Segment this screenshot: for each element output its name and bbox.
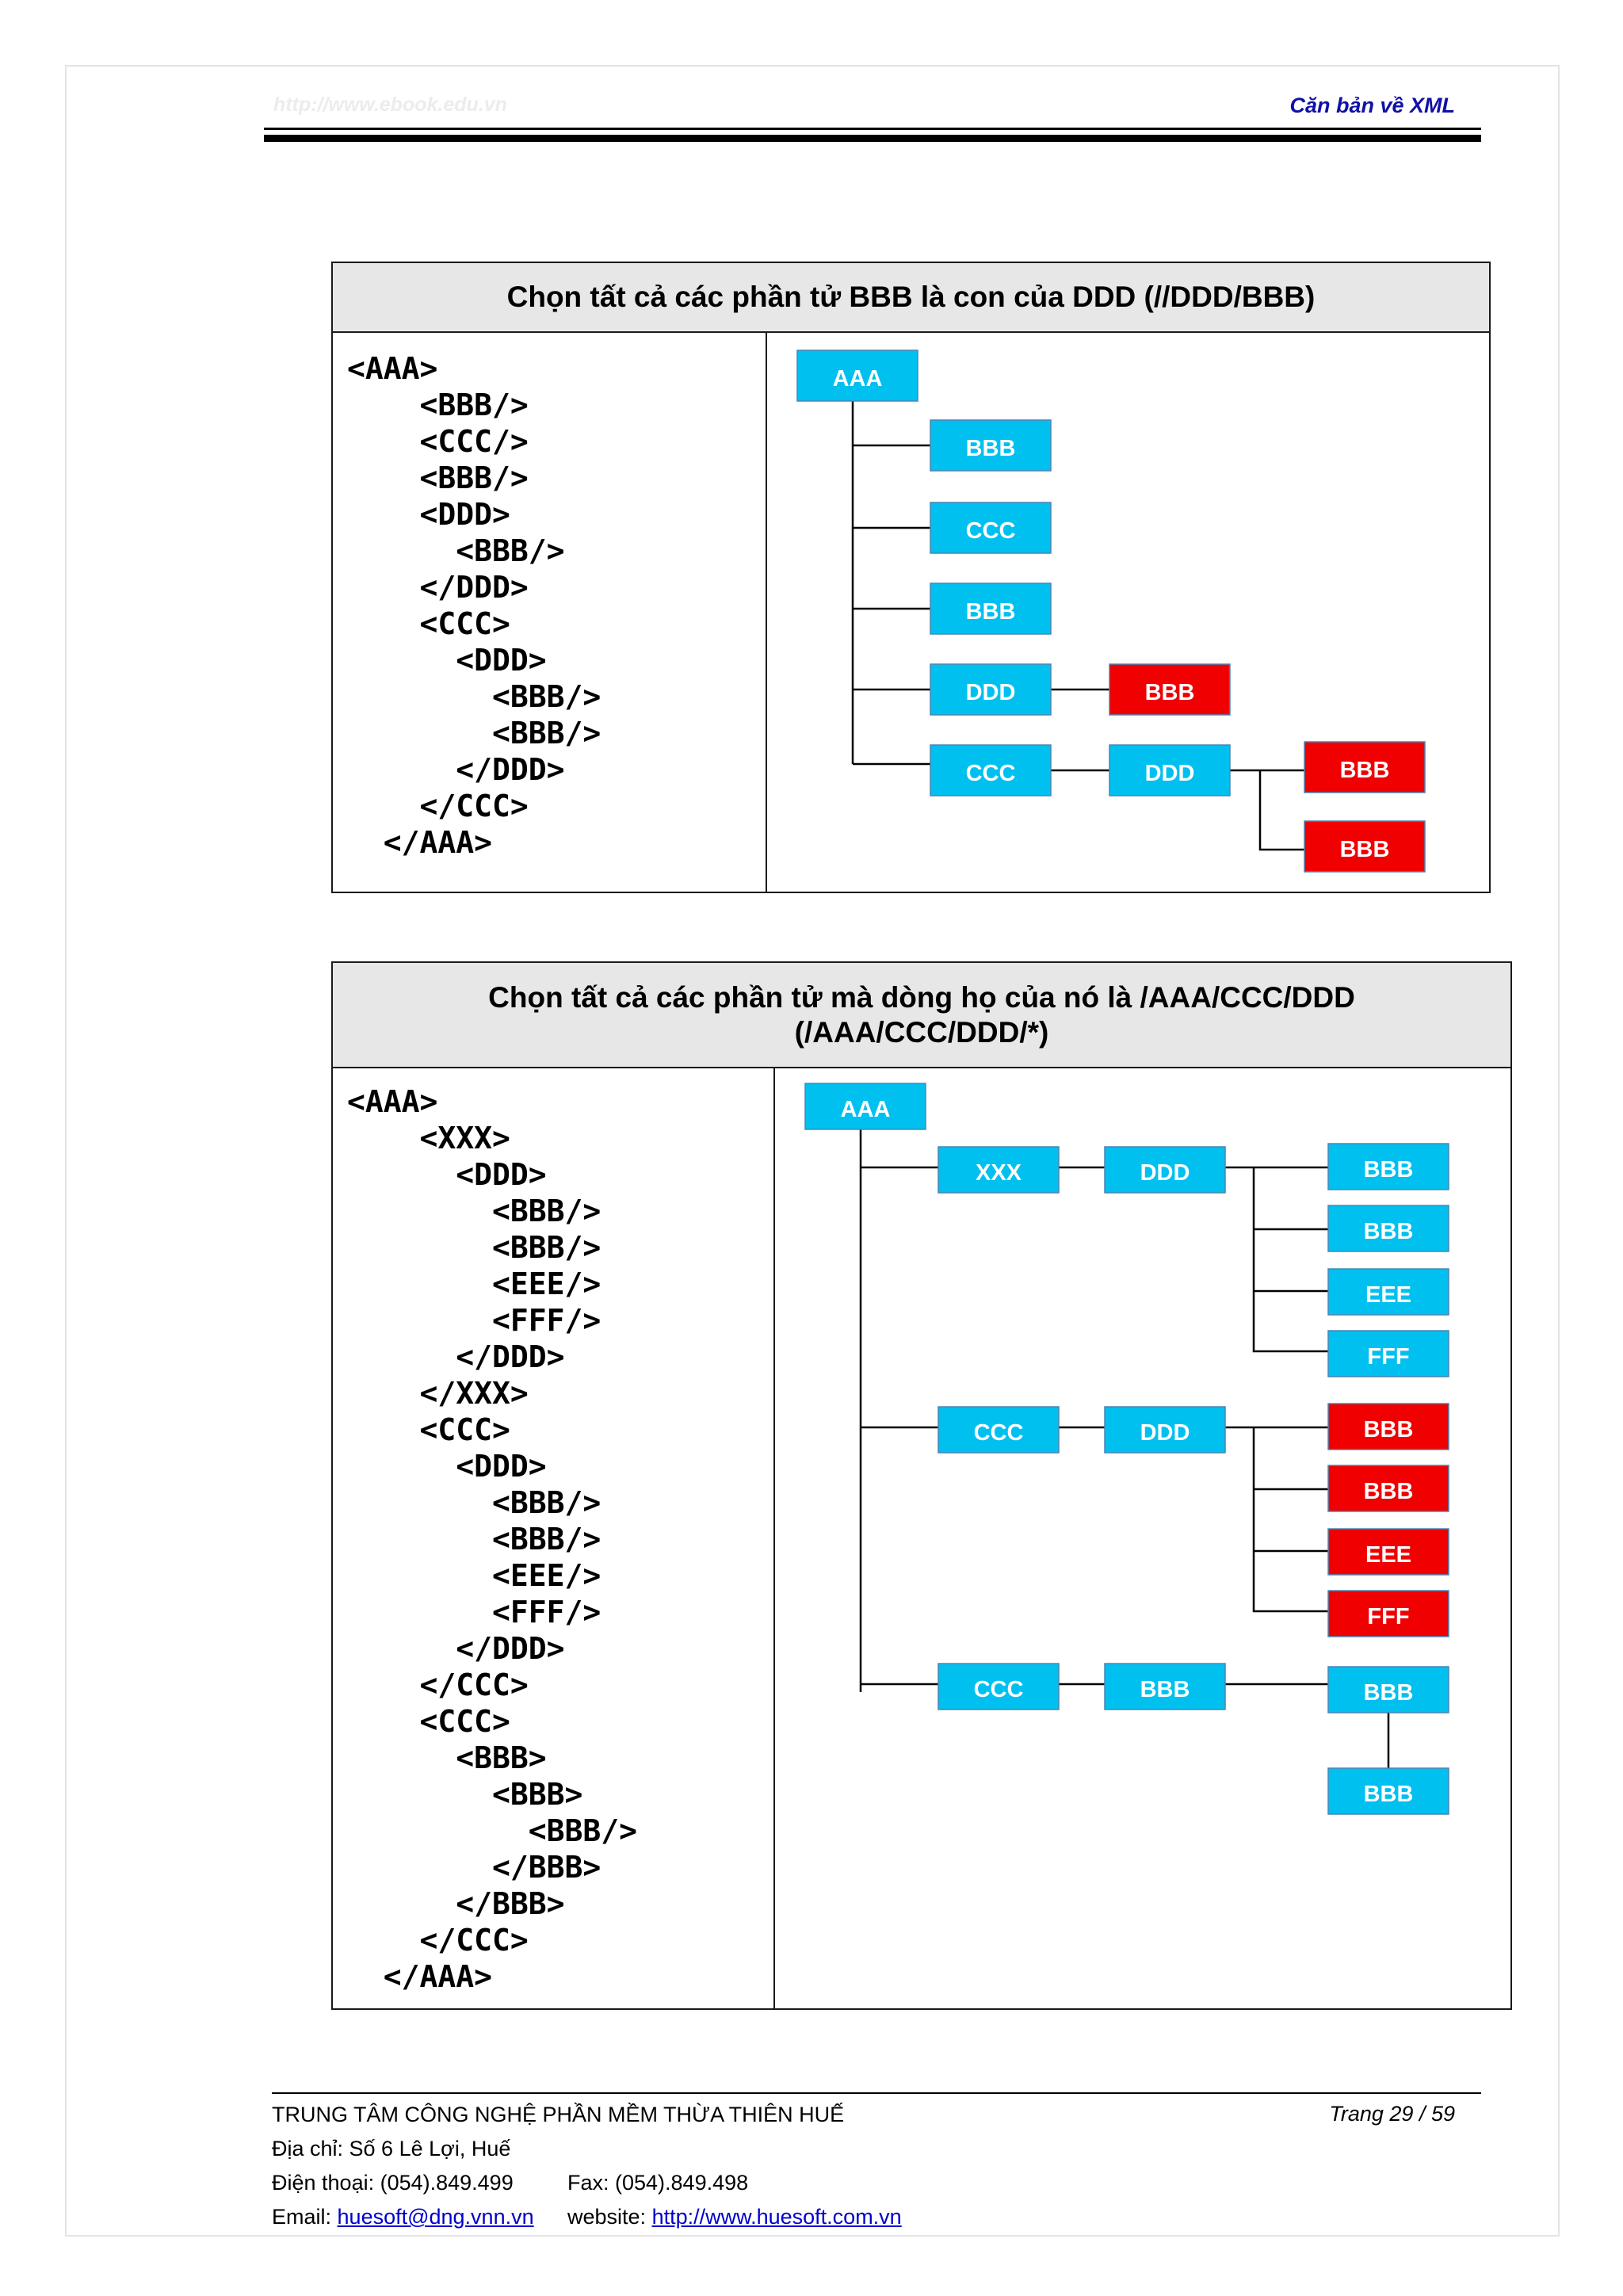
tree-node-ccc (938, 1407, 1059, 1453)
code-line: <FFF/> (347, 1595, 601, 1629)
tree-node-fff-selected (1328, 1591, 1449, 1637)
code-line: </DDD> (347, 570, 529, 605)
header-title: Căn bản về XML (1289, 94, 1455, 117)
svg-text:BBB: BBB (1363, 1782, 1414, 1807)
code-line: </DDD> (347, 1631, 565, 1666)
tree-node-ddd (930, 664, 1051, 715)
tree-node-ddd (1105, 1147, 1225, 1193)
tree-node-bbb-selected (1304, 821, 1425, 872)
example-1-title: Chọn tất cả các phần tử BBB là con của DDD (//DDD/BBB) (333, 263, 1489, 333)
code-line: <XXX> (347, 1121, 510, 1156)
svg-text:FFF: FFF (1367, 1344, 1410, 1370)
example-1-tree (333, 263, 1490, 893)
footer-fax: Fax: (054).849.498 (567, 2171, 749, 2195)
code-line: <BBB/> (347, 1813, 638, 1848)
code-line: </AAA> (347, 825, 493, 860)
code-line: <CCC> (347, 1412, 510, 1447)
tree-node-eee (1328, 1269, 1449, 1315)
code-line: <BBB/> (347, 1522, 601, 1557)
code-line: <AAA> (347, 1084, 438, 1119)
code-line: </CCC> (347, 1668, 529, 1702)
tree-node-bbb-selected (1304, 742, 1425, 793)
svg-text:BBB: BBB (965, 436, 1016, 461)
svg-text:DDD: DDD (1140, 1160, 1190, 1186)
tree-node-eee-selected (1328, 1529, 1449, 1575)
svg-text:BBB: BBB (1339, 837, 1390, 862)
code-line: <BBB/> (347, 1485, 601, 1520)
code-line: <BBB/> (347, 533, 565, 568)
code-line: <BBB> (347, 1777, 583, 1812)
footer-email: Email: huesoft@dng.vnn.vn (272, 2205, 534, 2229)
header-rule (264, 128, 1481, 130)
example-2-tree (333, 963, 1512, 2009)
code-line: </DDD> (347, 752, 565, 787)
svg-text:BBB: BBB (1363, 1219, 1414, 1244)
tree-node-bbb (1328, 1667, 1449, 1713)
svg-text:CCC: CCC (973, 1677, 1024, 1702)
tree-node-ddd (1109, 745, 1230, 796)
tree-node-xxx (938, 1147, 1059, 1193)
code-line: <DDD> (347, 497, 510, 532)
code-line: </DDD> (347, 1339, 565, 1374)
tree-node-bbb (1328, 1144, 1449, 1190)
svg-text:BBB: BBB (1144, 680, 1195, 705)
code-line: <DDD> (347, 1449, 547, 1484)
code-line: </CCC> (347, 1923, 529, 1958)
svg-text:DDD: DDD (965, 680, 1016, 705)
svg-text:BBB: BBB (1363, 1680, 1414, 1706)
svg-text:EEE: EEE (1365, 1542, 1412, 1568)
code-line: <BBB> (347, 1740, 547, 1775)
tree-node-bbb (1105, 1664, 1225, 1710)
email-link[interactable]: huesoft@dng.vnn.vn (337, 2205, 534, 2229)
footer-website: website: http://www.huesoft.com.vn (567, 2205, 902, 2229)
footer-phone: Điện thoại: (054).849.499 (272, 2171, 514, 2195)
svg-text:AAA: AAA (840, 1097, 891, 1122)
svg-text:EEE: EEE (1365, 1282, 1412, 1308)
code-line: </CCC> (347, 789, 529, 823)
code-line: <BBB/> (347, 1230, 601, 1265)
example-2-box (331, 961, 1512, 2010)
code-line: <BBB/> (347, 679, 601, 714)
header-rule-thick (264, 135, 1481, 142)
website-link[interactable]: http://www.huesoft.com.vn (651, 2205, 902, 2229)
code-line: <EEE/> (347, 1266, 601, 1301)
code-line: <BBB/> (347, 1194, 601, 1228)
page-number: Trang 29 / 59 (1329, 2102, 1455, 2126)
tree-node-fff (1328, 1331, 1449, 1377)
svg-text:DDD: DDD (1144, 761, 1195, 786)
code-line: <CCC> (347, 1704, 510, 1739)
code-line: <FFF/> (347, 1303, 601, 1338)
tree-edge (1260, 770, 1304, 850)
code-line: </XXX> (347, 1376, 529, 1411)
svg-text:BBB: BBB (1339, 758, 1390, 783)
svg-text:FFF: FFF (1367, 1604, 1410, 1629)
svg-text:AAA: AAA (832, 366, 883, 392)
tree-edge (1254, 1167, 1328, 1351)
code-line: <AAA> (347, 351, 438, 386)
tree-node-ccc (930, 502, 1051, 553)
tree-edge (1254, 1427, 1328, 1611)
tree-node-ccc (938, 1664, 1059, 1710)
tree-node-bbb-selected (1328, 1465, 1449, 1511)
footer-address: Địa chỉ: Số 6 Lê Lợi, Huế (272, 2137, 511, 2160)
code-line: <BBB/> (347, 716, 601, 751)
svg-text:DDD: DDD (1140, 1420, 1190, 1446)
svg-text:XXX: XXX (975, 1160, 1022, 1186)
footer-rule (272, 2092, 1481, 2094)
example-2-title: Chọn tất cả các phần tử mà dòng họ của nó là /AAA/CCC/DDD (/AAA/CCC/DDD/*) (333, 963, 1510, 1068)
code-line: <BBB/> (347, 460, 529, 495)
svg-text:CCC: CCC (965, 761, 1016, 786)
svg-text:CCC: CCC (973, 1420, 1024, 1446)
tree-node-bbb (1328, 1768, 1449, 1814)
tree-node-bbb-selected (1328, 1404, 1449, 1450)
tree-node-ccc (930, 745, 1051, 796)
code-line: <BBB/> (347, 388, 529, 422)
tree-node-aaa (797, 350, 918, 401)
code-line: <DDD> (347, 643, 547, 678)
svg-text:BBB: BBB (965, 599, 1016, 625)
header-url: http://www.ebook.edu.vn (273, 94, 507, 116)
tree-node-bbb (930, 420, 1051, 471)
code-line: </AAA> (347, 1959, 493, 1994)
svg-text:BBB: BBB (1363, 1157, 1414, 1182)
svg-text:CCC: CCC (965, 518, 1016, 544)
footer-org: TRUNG TÂM CÔNG NGHỆ PHẦN MỀM THỪA THIÊN HUẾ (272, 2103, 845, 2126)
code-line: </BBB> (347, 1886, 565, 1921)
code-line: <CCC/> (347, 424, 529, 459)
svg-text:BBB: BBB (1363, 1479, 1414, 1504)
tree-node-bbb (1328, 1205, 1449, 1251)
tree-node-bbb (930, 583, 1051, 634)
tree-node-aaa (805, 1083, 926, 1129)
code-line: <CCC> (347, 606, 510, 641)
example-1-box (331, 262, 1491, 893)
tree-node-ddd (1105, 1407, 1225, 1453)
svg-text:BBB: BBB (1140, 1677, 1190, 1702)
code-line: </BBB> (347, 1850, 601, 1885)
svg-text:BBB: BBB (1363, 1417, 1414, 1442)
tree-node-bbb-selected (1109, 664, 1230, 715)
code-line: <DDD> (347, 1157, 547, 1192)
code-line: <EEE/> (347, 1558, 601, 1593)
